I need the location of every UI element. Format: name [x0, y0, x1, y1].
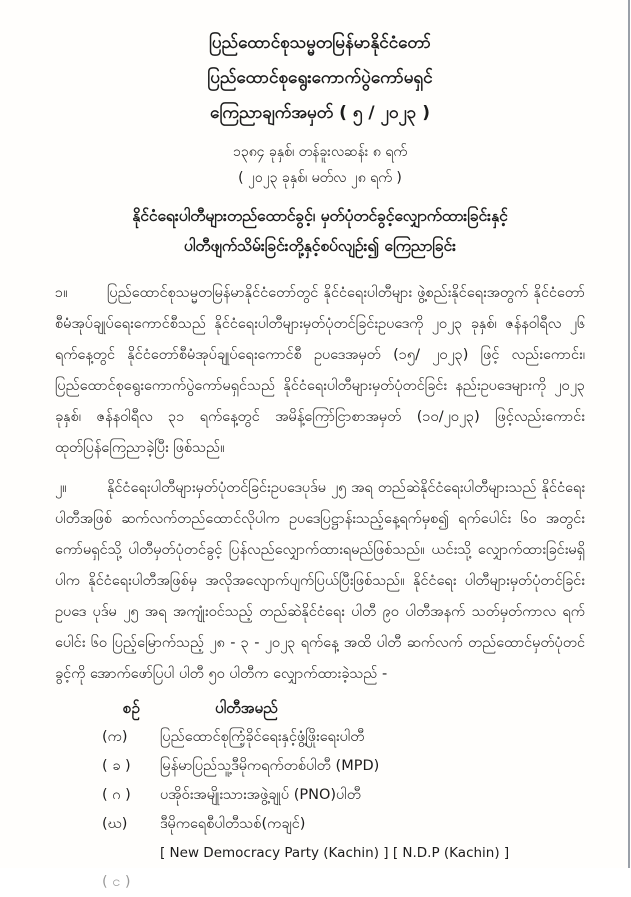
document-title	[55, 26, 585, 131]
party-name: ဒီမိုကရေစီပါတီသစ်(ကချင်)	[160, 816, 306, 832]
party-table-header	[55, 693, 585, 723]
paragraph-1-number: ၁။	[55, 285, 68, 301]
row-number: ( င )	[102, 874, 131, 890]
paragraph-2	[55, 473, 585, 690]
title-line-1: ပြည်ထောင်စုသမ္မတမြန်မာနိုင်ငံတော်	[209, 33, 431, 53]
row-number: ( ဂ )	[102, 787, 131, 803]
page-right-edge	[628, 0, 630, 868]
party-name	[160, 868, 585, 897]
date-gregorian-calendar: ( ၂၀၂၃ ခုနှစ်၊ မတ်လ ၂၈ ရက် )	[238, 170, 402, 186]
document-subject	[55, 201, 585, 261]
row-number: (က)	[102, 729, 128, 745]
title-line-2: ပြည်ထောင်စုရွေးကောက်ပွဲကော်မရှင်	[207, 68, 433, 88]
party-name: မြန်မာပြည်သူ့ဒီမိုကရက်တစ်ပါတီ (MPD)	[160, 758, 380, 774]
paragraph-2-number: ၂။	[55, 480, 67, 496]
party-name: ပြည်ထောင်စုကြံ့ခိုင်ရေးနှင့်ဖွံ့ဖြိုးရေးပါတီ	[160, 729, 365, 745]
table-row	[55, 781, 585, 810]
table-row	[55, 723, 585, 752]
paragraph-1	[55, 278, 585, 464]
document-date	[55, 139, 585, 191]
party-name: ပအိုဝ်းအမျိုးသားအဖွဲ့ချုပ် (PNO)ပါတီ	[160, 787, 361, 803]
party-name-english: [ New Democracy Party (Kachin) ] [ N.D.P (Kachin) ]	[160, 845, 510, 861]
subject-line-1: နိုင်ငံရေးပါတီများတည်ထောင်ခွင့်၊ မှတ်ပုံတင်ခွင့်လျှောက်ထားခြင်းနှင့်	[132, 207, 508, 225]
table-row	[55, 810, 585, 839]
row-number: ( ခ )	[102, 758, 131, 774]
subject-line-2: ပါတီဖျက်သိမ်းခြင်းတို့နှင့်စပ်လျဉ်း၍ ကြေညာခြင်း	[183, 237, 457, 255]
paragraph-2-text: နိုင်ငံရေးပါတီများမှတ်ပုံတင်ခြင်းဥပဒေပုဒ်မ ၂၅ အရ တည်ဆဲနိုင်ငံရေးပါတီများသည် နိုင်ငံရေးပါတီအဖြစ် ဆက်လက်တည်ထောင်လိုပါက ဥပဒေပြဋ္ဌာန်းသည့်နေ့ရက်မှစ၍ ရက်ပေါင်း ၆၀ အတွင်း ကော်မရှင်သို့ ပါတီမှတ်ပုံတင်ခွင့် ပြန်လည်လျှောက်ထားရမည်ဖြစ်သည်။ ယင်းသို့ လျှောက်ထားခြင်းမရှိပါက နိုင်ငံရေးပါတီအဖြစ်မှ အလိုအလျောက်ပျက်ပြယ်ပြီးဖြစ်သည်။ နိုင်ငံရေး ပါတီများမှတ်ပုံတင်ခြင်းဥပဒေ ပုဒ်မ ၂၅ အရ အကျုံးဝင်သည့် တည်ဆဲနိုင်ငံရေး ပါတီ ၉၀ ပါတီအနက် သတ်မှတ်ကာလ ရက်ပေါင်း ၆၀ ပြည့်မြောက်သည့် ၂၈ - ၃ - ၂၀၂၃ ရက်နေ့ အထိ ပါတီ ဆက်လက် တည်ထောင်မှတ်ပုံတင်ခွင့်ကို အောက်ဖော်ပြပါ ပါတီ ၅၀ ပါတီက လျှောက်ထားခဲ့သည် -	[55, 480, 585, 682]
column-header-number: စဉ်	[123, 699, 140, 717]
table-row-clipped	[55, 868, 585, 890]
paragraph-1-text: ပြည်ထောင်စုသမ္မတမြန်မာနိုင်ငံတော်တွင် နိုင်ငံရေးပါတီများ ဖွဲ့စည်းနိုင်ရေးအတွက် နိုင်ငံတော်စီမံအုပ်ချုပ်ရေးကောင်စီသည် နိုင်ငံရေးပါတီများမှတ်ပုံတင်ခြင်းဥပဒေကို ၂၀၂၃ ခုနှစ်၊ ဇန်နဝါရီလ ၂၆ ရက်နေ့တွင် နိုင်ငံတော်စီမံအုပ်ချုပ်ရေးကောင်စီ ဥပဒေအမှတ် (၁၅/ ၂၀၂၃) ဖြင့် လည်းကောင်း၊ ပြည်ထောင်စုရွေးကောက်ပွဲကော်မရှင်သည် နိုင်ငံရေးပါတီများမှတ်ပုံတင်ခြင်း နည်းဥပဒေများကို ၂၀၂၃ ခုနှစ်၊ ဇန်နဝါရီလ ၃၁ ရက်နေ့တွင် အမိန့်ကြော်ငြာစာအမှတ် (၁၀/၂၀၂၃) ဖြင့်လည်းကောင်း ထုတ်ပြန်ကြေညာခဲ့ပြီး ဖြစ်သည်။	[55, 285, 585, 456]
title-line-3: ကြေညာချက်အမှတ် ( ၅ / ၂၀၂၃ )	[210, 103, 430, 123]
date-myanmar-calendar: ၁၃၈၄ ခုနှစ်၊ တန်ခူးလဆန်း ၈ ရက်	[232, 144, 408, 160]
table-row	[55, 752, 585, 781]
column-header-party-name: ပါတီအမည်	[215, 699, 278, 717]
row-number: (ဃ)	[102, 816, 128, 832]
